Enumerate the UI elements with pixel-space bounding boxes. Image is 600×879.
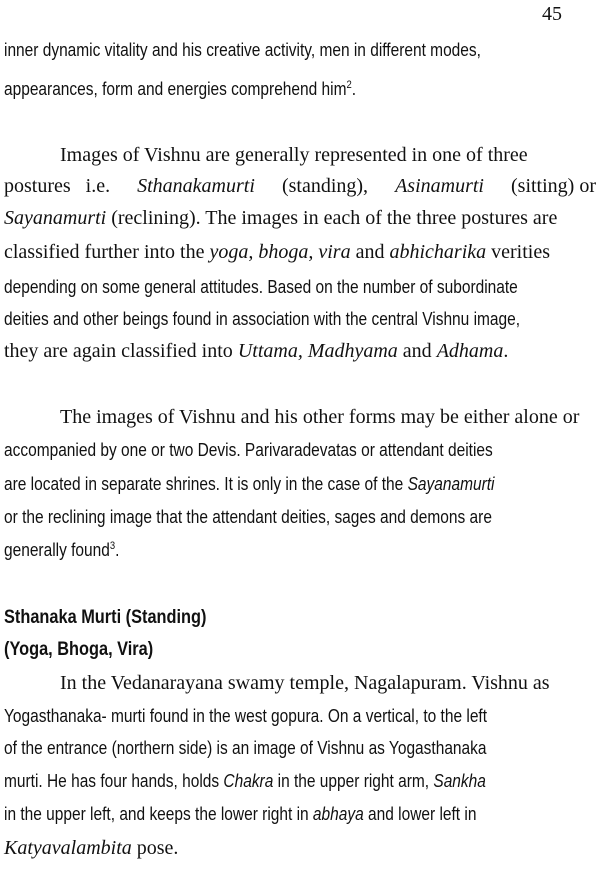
para2-line1: Images of Vishnu are generally represented in one of three: [60, 144, 528, 166]
para2-line7: they are again classified into Uttama, Madhyama and Adhama.: [4, 340, 509, 362]
para4-line6: Katyavalambita pose.: [4, 837, 179, 859]
para3-line2: accompanied by one or two Devis. Parivaradevatas or attendant deities: [4, 440, 493, 460]
section-heading: Sthanaka Murti (Standing): [4, 607, 207, 628]
para3-line1: The images of Vishnu and his other forms may be either alone or: [60, 406, 580, 428]
para3-line3: are located in separate shrines. It is only in the case of the Sayanamurti: [4, 474, 495, 494]
para2-line4: classified further into the yoga, bhoga, vira and abhicharika verities: [4, 241, 551, 263]
para2-line2: postures i.e. Sthanakamurti (standing), Asinamurti (sitting) or: [4, 175, 596, 197]
para4-line4: murti. He has four hands, holds Chakra in the upper right arm, Sankha: [4, 771, 486, 791]
section-subheading: (Yoga, Bhoga, Vira): [4, 639, 154, 660]
para3-line4: or the reclining image that the attendant deities, sages and demons are: [4, 507, 492, 527]
para1-line2: appearances, form and energies comprehend him$^2$.: [4, 79, 357, 99]
para2-line3: Sayanamurti (reclining). The images in each of the three postures are: [4, 207, 558, 229]
para4-line1: In the Vedanarayana swamy temple, Nagalapuram. Vishnu as: [60, 672, 550, 694]
para3-line5: generally found$^3$.: [4, 540, 120, 560]
footnote-ref-3: 3: [109, 540, 116, 552]
para2-line6: deities and other beings found in association with the central Vishnu image,: [4, 309, 521, 329]
para4-line5: in the upper left, and keeps the lower right in abhaya and lower left in: [4, 804, 477, 824]
para4-line3: of the entrance (northern side) is an image of Vishnu as Yogasthanaka: [4, 738, 487, 758]
para2-line5: depending on some general attitudes. Based on the number of subordinate: [4, 277, 518, 297]
para1-line1: inner dynamic vitality and his creative activity, men in different modes,: [4, 40, 481, 60]
footnote-ref-2: 2: [346, 79, 352, 91]
page-number: 45: [542, 3, 562, 25]
para4-line2: Yogasthanaka- murti found in the west gopura. On a vertical, to the left: [4, 706, 488, 726]
